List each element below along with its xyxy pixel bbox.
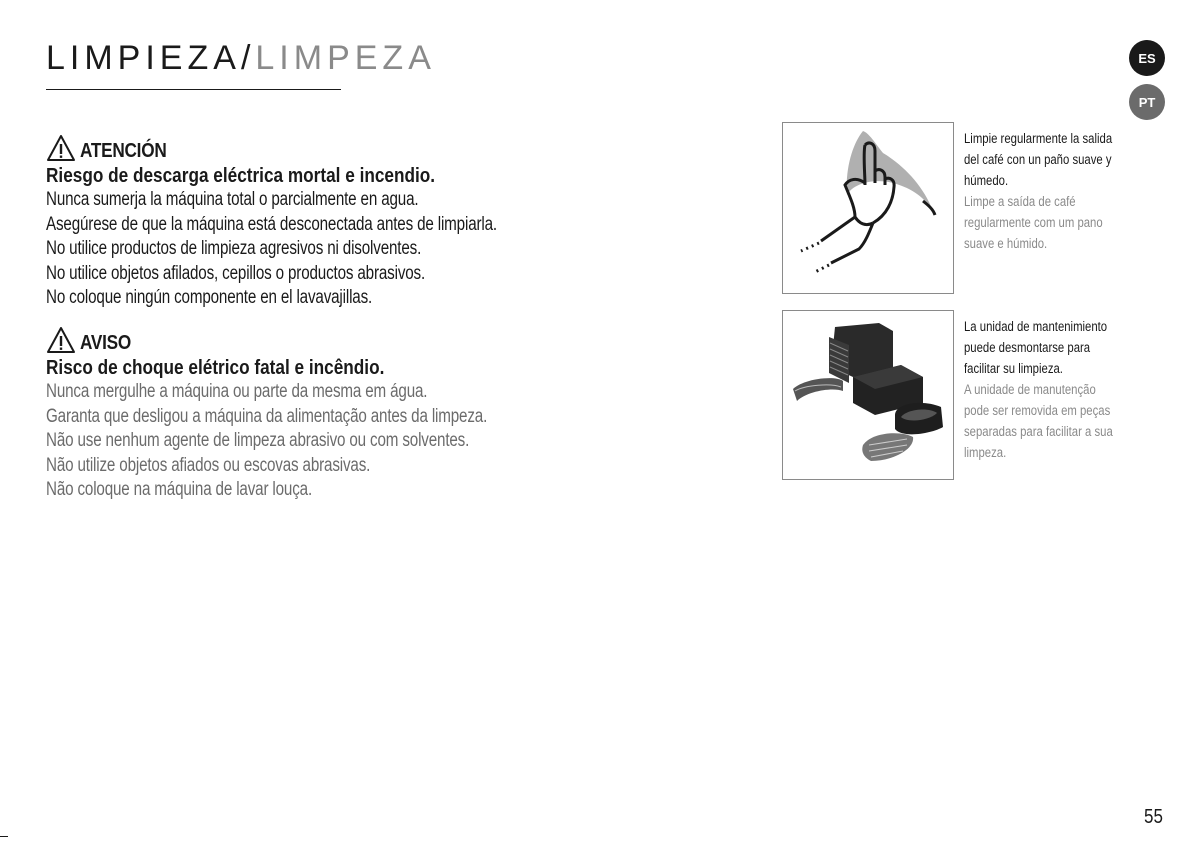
warning-line-pt: Não use nenhum agente de limpeza abrasivo ou com solventes. xyxy=(46,430,470,451)
warning-line-pt: Garanta que desligou a máquina da alimentação antes da limpeza. xyxy=(46,405,488,427)
caption-line: facilitar su limpieza. xyxy=(964,361,1063,376)
figure-clean-coffee-outlet xyxy=(782,122,954,294)
title-separator: / xyxy=(240,39,256,77)
warning-line-es: Nunca sumerja la máquina total o parcialmente en agua. xyxy=(46,189,419,210)
title-es: LIMPIEZA xyxy=(46,39,241,77)
maintenance-unit-parts-illustration xyxy=(783,311,953,479)
caption-line: Limpie regularmente la salida xyxy=(964,131,1113,146)
page-title xyxy=(46,36,436,80)
caption-line: puede desmontarse para xyxy=(964,340,1091,355)
caption-line: suave e húmido. xyxy=(964,236,1048,251)
hand-wiping-illustration xyxy=(783,123,953,293)
warning-block-es xyxy=(46,130,606,311)
title-pt: LIMPEZA xyxy=(255,39,436,77)
lang-badge-es[interactable]: ES xyxy=(1129,40,1165,76)
figure-maintenance-unit xyxy=(782,310,954,480)
caption-line: limpeza. xyxy=(964,445,1007,460)
caption-figure-2 xyxy=(964,316,1124,463)
warning-label-pt: AVISO xyxy=(80,332,131,354)
caption-pt xyxy=(964,191,1124,254)
caption-figure-1 xyxy=(964,128,1124,254)
caption-line: pode ser removida em peças xyxy=(964,403,1111,418)
caption-es xyxy=(964,128,1124,191)
page-number: 55 xyxy=(1144,806,1163,828)
warning-triangle-icon xyxy=(46,134,76,162)
lang-badge-pt[interactable]: PT xyxy=(1129,84,1165,120)
caption-line: La unidad de mantenimiento xyxy=(964,319,1108,334)
warning-triangle-icon xyxy=(46,326,76,354)
caption-line: regularmente com um pano xyxy=(964,215,1103,230)
warning-line-es: No utilice productos de limpieza agresivos ni disolventes. xyxy=(46,238,422,259)
warning-line-pt: Nunca mergulhe a máquina ou parte da mesma em água. xyxy=(46,381,428,402)
warning-line-es: No coloque ningún componente en el lavavajillas. xyxy=(46,287,373,308)
warning-line-es: Asegúrese de que la máquina está desconectada antes de limpiarla. xyxy=(46,213,497,235)
title-underline xyxy=(46,89,341,90)
caption-line: húmedo. xyxy=(964,173,1009,188)
caption-line: separadas para facilitar a sua xyxy=(964,424,1113,439)
caption-es xyxy=(964,316,1124,379)
caption-line: Limpe a saída de café xyxy=(964,194,1076,209)
warning-subtitle-es: Riesgo de descarga eléctrica mortal e incendio. xyxy=(46,165,436,187)
caption-pt xyxy=(964,379,1124,463)
caption-line: del café con un paño suave y xyxy=(964,152,1112,167)
warning-line-pt: Não utilize objetos afiados ou escovas abrasivas. xyxy=(46,454,371,476)
warning-block-pt xyxy=(46,322,606,503)
warning-header-es xyxy=(46,130,606,162)
warning-subtitle-pt: Risco de choque elétrico fatal e incêndio. xyxy=(46,357,385,379)
crop-mark xyxy=(0,836,8,837)
warning-header-pt xyxy=(46,322,606,354)
warning-line-es: No utilice objetos afilados, cepillos o productos abrasivos. xyxy=(46,262,426,284)
caption-line: A unidade de manutenção xyxy=(964,382,1096,397)
warning-line-pt: Não coloque na máquina de lavar louça. xyxy=(46,479,313,500)
warning-label-es: ATENCIÓN xyxy=(80,140,167,162)
